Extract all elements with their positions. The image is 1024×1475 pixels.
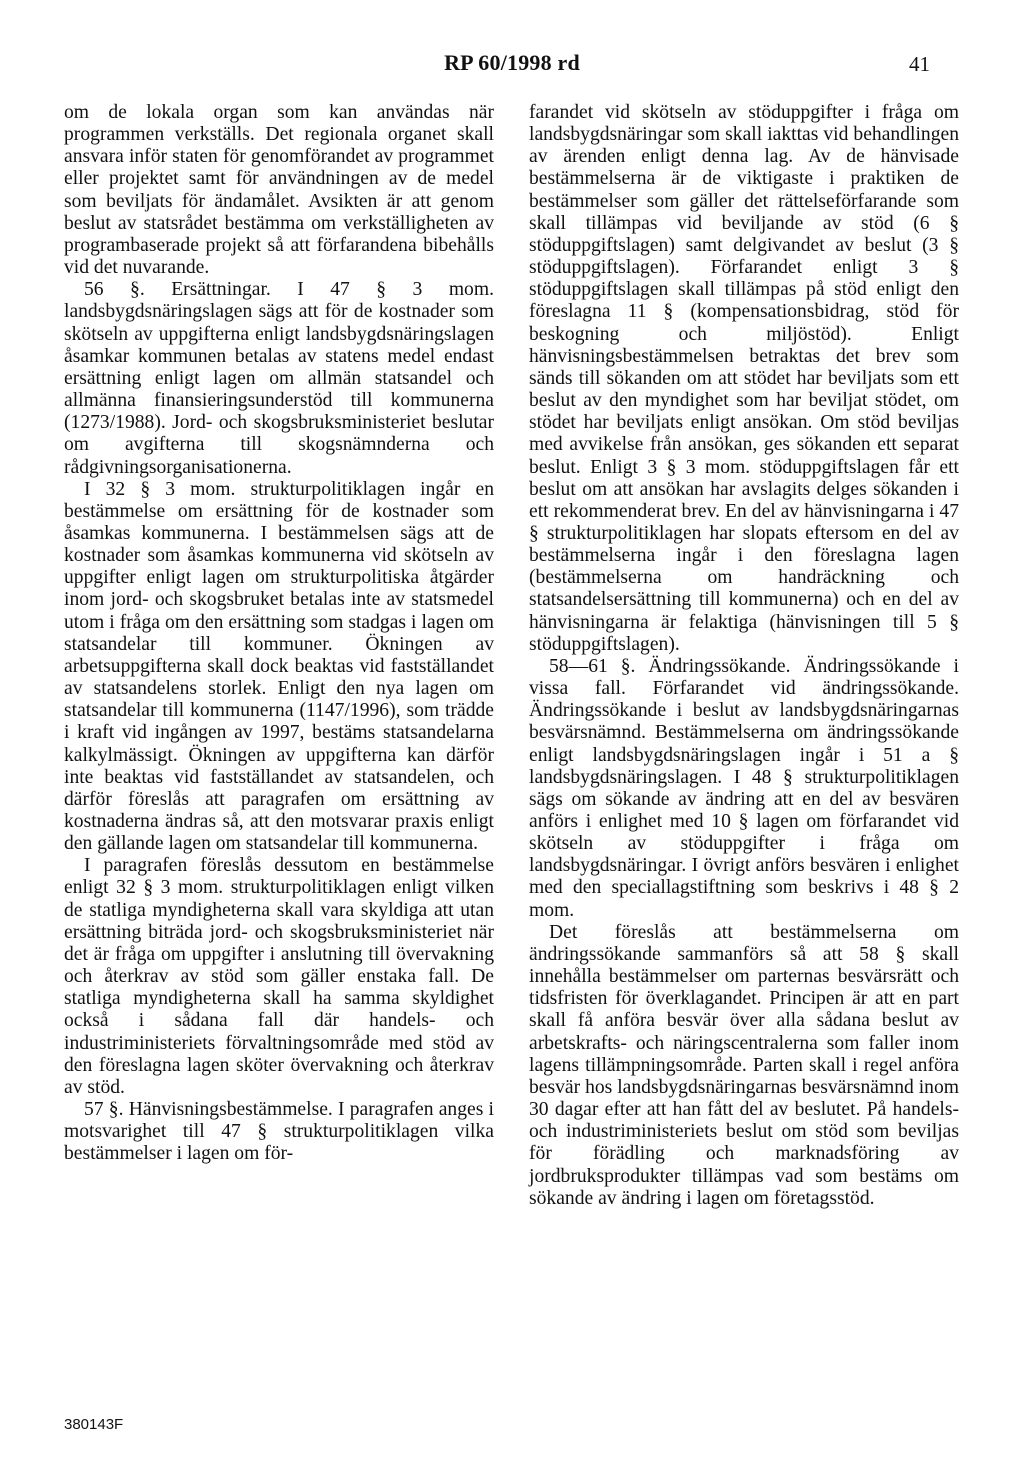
page-number: 41 [909, 52, 930, 76]
paragraph: Det föreslås att bestämmelserna om ändringssökande sammanförs så att 58 § skall innehålla bestämmelser om parternas besvärsrätt och tidsfristen för överklagandet. Principen är att en part skall få anföra besvär över alla sådana beslut av arbetskrafts- och näringscentralerna som faller inom lagens tillämpningsområde. Parten skall i regel anföra besvär hos landsbygdsnäringarnas besvärsnämnd inom 30 dagar efter att han fått del av beslutet. På handels- och industriministeriets beslut om stöd som beviljas för förädling och marknadsföring av jordbruksprodukter tillämpas vad som bestäms om sökande av ändring i lagen om företagsstöd. [529, 921, 959, 1209]
paragraph: I 32 § 3 mom. strukturpolitiklagen ingår en bestämmelse om ersättning för de kostnader som åsamkas kommunerna. I bestämmelsen sägs att de kostnader som åsamkas kommunerna vid skötseln av uppgifter enligt lagen om strukturpolitiska åtgärder inom jord- och skogsbruket betalas inte av statsmedel utom i fråga om den ersättning som stadgas i lagen om statsandelar till kommuner. Ökningen av arbetsuppgifterna skall dock beaktas vid fastställandet av statsandelens storlek. Enligt den nya lagen om statsandelar till kommunerna (1147/1996), som trädde i kraft vid ingången av 1997, bestäms statsandelarna kalkylmässigt. Ökningen av uppgifterna kan därför inte beaktas vid fastställandet av statsandelen, och därför föreslås att paragrafen om ersättning av kostnaderna ändras så, att den motsvarar praxis enligt den gällande lagen om statsandelar till kommunerna. [64, 478, 494, 855]
paragraph: I paragrafen föreslås dessutom en bestämmelse enligt 32 § 3 mom. strukturpolitiklagen enligt vilken de statliga myndigheterna skall vara skyldiga att utan ersättning biträda jord- och skogsbruksministeriet när det är fråga om uppgifter i anslutning till övervakning och återkrav av stöd som gäller enstaka fall. De statliga myndigheterna skall ha samma skyldighet också i sådana fall där handels- och industriministeriets förvaltningsområde med stöd av den föreslagna lagen sköter övervakning och återkrav av stöd. [64, 855, 494, 1098]
right-text-column [529, 102, 959, 1210]
paragraph: om de lokala organ som kan användas när programmen verkställs. Det regionala organet skall ansvara inför staten för genomförandet av programmet eller projektet samt för användningen av de medel som beviljats för ändamålet. Avsikten är att genom beslut av statsrådet bestämma om verkställigheten av programbaserade projekt så att förfarandena bibehålls vid det nuvarande. [64, 102, 494, 279]
paragraph-section-58-61: 58—61 §. Ändringssökande. Ändringssökande i vissa fall. Förfarandet vid ändringssökande. Ändringssökande i beslut av landsbygdsnäringarnas besvärsnämnd. Bestämmelserna om ändringssökande enligt landsbygdsnäringslagen ingår i 51 a § landsbygdsnäringslagen. I 48 § strukturpolitiklagen sägs om sökande av ändring att en del av besvären anförs i enlighet med 10 § lagen om förfarandet vid skötseln av stöduppgifter i fråga om landsbygdsnäringar. I övrigt anförs besvären i enlighet med den speciallagstiftning som beskrivs i 48 § 2 mom. [529, 655, 959, 921]
paragraph-section-57: 57 §. Hänvisningsbestämmelse. I paragrafen anges i motsvarighet till 47 § strukturpolitiklagen vilka bestämmelser i lagen om för- [64, 1099, 494, 1165]
footer-code: 380143F [64, 1416, 124, 1433]
page-header [0, 46, 1024, 86]
left-text-column [64, 102, 494, 1166]
document-reference: RP 60/1998 rd [444, 50, 580, 75]
paragraph: farandet vid skötseln av stöduppgifter i fråga om landsbygdsnäringar som skall iakttas vid behandlingen av ärenden enligt denna lag. Av de hänvisade bestämmelserna är de viktigaste i praktiken de bestämmelser som gäller det rättelseförfarande som skall tillämpas vid beviljande av stöd (6 § stöduppgiftslagen) samt delgivandet av beslut (3 § stöduppgiftslagen). Förfarandet enligt 3 § stöduppgiftslagen skall tillämpas på stöd enligt den föreslagna 11 § (kompensationsbidrag, stöd för beskogning och miljöstöd). Enligt hänvisningsbestämmelsen betraktas det brev som sänds till sökanden om att stödet har beviljats som ett beslut av den myndighet som har beviljat stödet, om stödet har beviljats enligt ansökan. Om stöd beviljas med avvikelse från ansökan, ges sökanden ett separat beslut. Enligt 3 § 3 mom. stöduppgiftslagen får ett beslut om att ansökan har avslagits delges sökanden i ett rekommenderat brev. En del av hänvisningarna i 47 § strukturpolitiklagen har slopats eftersom en del av bestämmelserna ingår i den föreslagna lagen (bestämmelserna om handräckning och statsandelsersättning till kommunerna) och en del av hänvisningarna är felaktiga (hänvisningen till 5 § stöduppgiftslagen). [529, 102, 959, 655]
paragraph-section-56: 56 §. Ersättningar. I 47 § 3 mom. landsbygdsnäringslagen sägs att för de kostnader som skötseln av uppgifterna enligt landsbygdsnäringslagen åsamkar kommunen betalas av statens medel endast ersättning enligt lagen om allmän statsandel och allmänna finansieringsunderstöd till kommunerna (1273/1988). Jord- och skogsbruksministeriet beslutar om avgifterna till skogsnämnderna och rådgivningsorganisationerna. [64, 279, 494, 478]
